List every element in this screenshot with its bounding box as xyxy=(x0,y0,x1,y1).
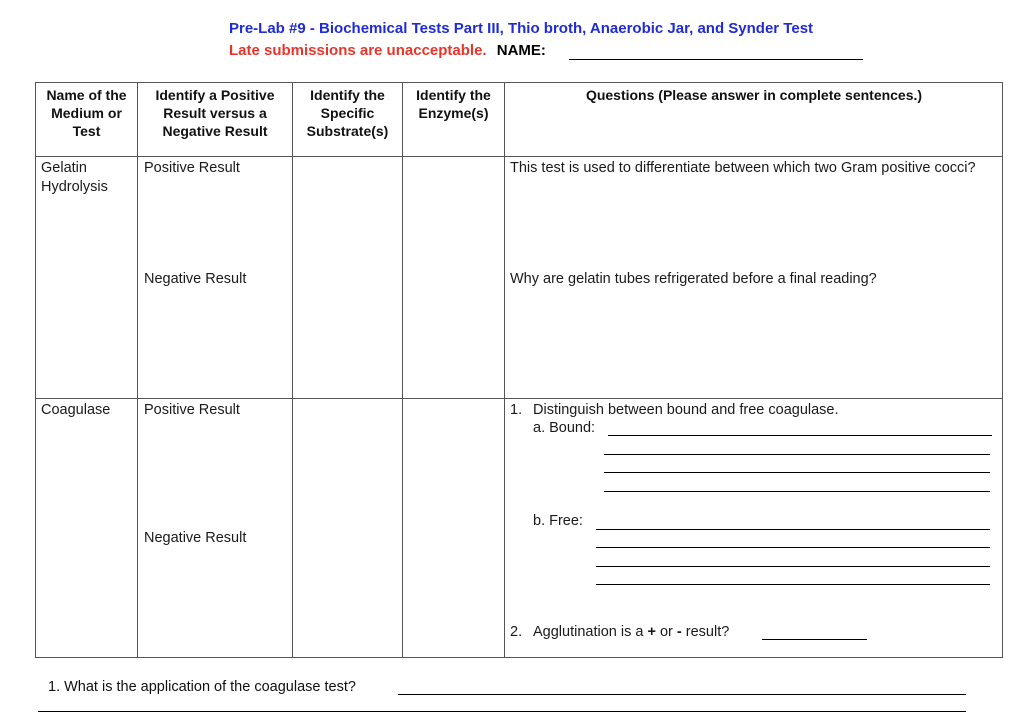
q2-or: or xyxy=(659,624,673,640)
q2-plus: + xyxy=(647,624,656,640)
row-divider xyxy=(36,398,1002,399)
coagulase-positive-label: Positive Result xyxy=(144,402,240,418)
agglutination-answer-line[interactable] xyxy=(762,639,867,640)
col-divider xyxy=(402,83,403,657)
coagulase-q1b-label: b. Free: xyxy=(533,513,583,529)
gelatin-positive-label: Positive Result xyxy=(144,160,240,176)
free-answer-line[interactable] xyxy=(596,529,990,530)
header-enzyme: Identify the Enzyme(s) xyxy=(416,87,491,121)
q2-pre: Agglutination is a xyxy=(533,624,644,640)
gelatin-question-2: Why are gelatin tubes refrigerated before a final reading? xyxy=(510,271,877,287)
worksheet-table xyxy=(35,82,1003,658)
q2-minus: - xyxy=(676,624,682,640)
footer-question: 1. What is the application of the coagulase test? xyxy=(48,679,356,695)
gelatin-question-1: This test is used to differentiate between which two Gram positive cocci? xyxy=(510,160,976,176)
coagulase-q1a-label: a. Bound: xyxy=(533,420,596,436)
bound-answer-line[interactable] xyxy=(604,454,990,455)
bound-answer-line[interactable] xyxy=(604,472,990,473)
header-questions: Questions (Please answer in complete sentences.) xyxy=(585,87,923,103)
bound-answer-line[interactable] xyxy=(608,435,992,436)
col-divider xyxy=(504,83,505,657)
header-result: Identify a Positive Result versus a Negative Result xyxy=(155,87,275,139)
late-notice: Late submissions are unacceptable. xyxy=(229,42,487,59)
late-notice-line xyxy=(229,42,546,59)
coagulase-q2-text xyxy=(533,623,729,642)
name-field-line[interactable] xyxy=(569,59,863,60)
test-name-coagulase: Coagulase xyxy=(41,402,111,418)
free-answer-line[interactable] xyxy=(596,566,990,567)
q2-post: result? xyxy=(685,624,730,640)
coagulase-q1-text: Distinguish between bound and free coagulase. xyxy=(533,402,839,418)
coagulase-negative-label: Negative Result xyxy=(144,530,247,546)
bound-answer-line[interactable] xyxy=(604,491,990,492)
test-name-gelatin: Gelatin Hydrolysis xyxy=(41,160,108,195)
application-answer-line[interactable] xyxy=(38,711,966,712)
coagulase-q1-number: 1. xyxy=(510,402,523,418)
header-substrate: Identify the Specific Substrate(s) xyxy=(306,87,389,139)
application-answer-line[interactable] xyxy=(398,694,966,695)
header-medium: Name of the Medium or Test xyxy=(46,87,127,139)
coagulase-q2-number: 2. xyxy=(510,624,523,640)
page-title: Pre-Lab #9 - Biochemical Tests Part III, Thio broth, Anaerobic Jar, and Synder Test xyxy=(229,20,814,37)
col-divider xyxy=(137,83,138,657)
free-answer-line[interactable] xyxy=(596,584,990,585)
free-answer-line[interactable] xyxy=(596,547,990,548)
row-divider xyxy=(36,156,1002,157)
name-label: NAME: xyxy=(496,42,546,59)
gelatin-negative-label: Negative Result xyxy=(144,271,247,287)
col-divider xyxy=(292,83,293,657)
